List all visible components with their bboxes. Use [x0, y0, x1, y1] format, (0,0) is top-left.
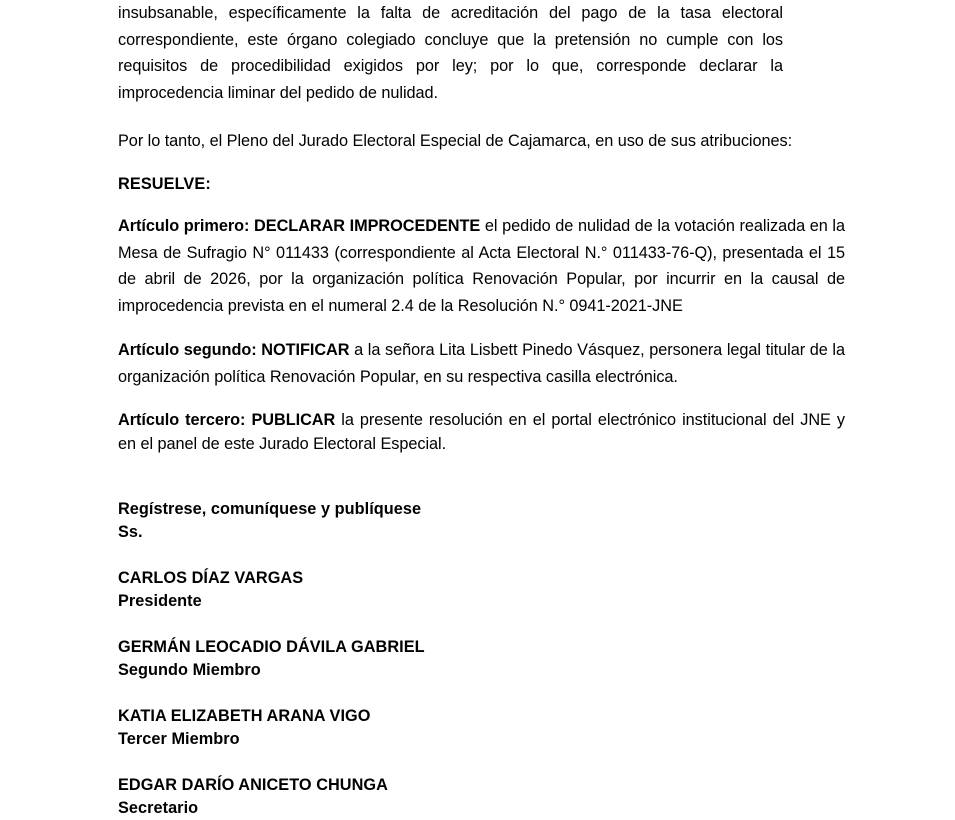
closing-ss: Ss. [118, 523, 143, 541]
closing-formula-block [118, 498, 845, 544]
spacer [118, 751, 845, 774]
articulo-segundo [118, 337, 845, 390]
signatory-4 [118, 774, 845, 820]
signatory-1 [118, 567, 845, 613]
signatory-4-name: EDGAR DARÍO ANICETO CHUNGA [118, 776, 388, 794]
paragraph-continued-line-1: insubsanable, específicamente la falta de acreditación del pago de la tasa electoral [118, 4, 783, 22]
paragraph-continued-line-2: correspondiente, este órgano colegiado concluye que la pretensión no cumple con los [118, 30, 783, 49]
signatory-3-role: Tercer Miembro [118, 730, 240, 748]
spacer [118, 613, 845, 636]
spacer [118, 319, 845, 337]
signatory-2-name: GERMÁN LEOCADIO DÁVILA GABRIEL [118, 638, 425, 656]
signatory-3 [118, 705, 845, 751]
resuelve-heading: RESUELVE: [118, 174, 211, 193]
spacer [118, 197, 845, 213]
spacer [118, 544, 845, 567]
signatory-2 [118, 636, 845, 682]
articulo-segundo-label: Artículo segundo: [118, 341, 257, 359]
spacer [118, 682, 845, 705]
articulo-segundo-body: a la señora Lita Lisbett Pinedo Vásquez, personera legal titular de la organización política Renovación Popular, en su respectiva casilla electrónica. [118, 341, 845, 386]
articulo-tercero [118, 408, 845, 456]
spacer [118, 478, 845, 498]
articulo-primero-action: DECLARAR IMPROCEDENTE [254, 217, 481, 235]
articulo-primero [118, 213, 845, 319]
signatory-3-name: KATIA ELIZABETH ARANA VIGO [118, 707, 371, 725]
closing-formula: Regístrese, comuníquese y publíquese [118, 500, 422, 518]
intro-paragraph: Por lo tanto, el Pleno del Jurado Electoral Especial de Cajamarca, en uso de sus atribuciones: [118, 132, 793, 150]
signatory-1-name: CARLOS DÍAZ VARGAS [118, 569, 304, 587]
articulo-tercero-action: PUBLICAR [251, 411, 336, 429]
paragraph-continued-line-3: requisitos de procedibilidad exigidos por ley; por lo que, corresponde declarar la [118, 57, 783, 75]
spacer [118, 456, 845, 478]
articulo-primero-body: el pedido de nulidad de la votación realizada en la Mesa de Sufragio N° 011433 (correspondiente al Acta Electoral N.° 011433-76-Q), presentada el 15 de abril de 2026, por la organización política Renovación Popular, por incurrir en la causal de improcedencia prevista en el numeral 2.4 de la Resolución N.° 0941-2021-JNE [118, 217, 845, 315]
signatory-4-role: Secretario [118, 799, 199, 817]
paragraph-continued-line-4: improcedencia liminar del pedido de nulidad. [118, 83, 439, 102]
spacer [118, 155, 845, 171]
signatory-2-role: Segundo Miembro [118, 661, 261, 679]
signatory-1-role: Presidente [118, 592, 202, 610]
spacer [118, 106, 845, 128]
paragraph-continued [118, 0, 783, 106]
articulo-tercero-body: la presente resolución en el portal electrónico institucional del JNE y en el panel de este Jurado Electoral Especial. [118, 411, 845, 453]
articulo-primero-label: Artículo primero: [118, 217, 250, 235]
articulo-tercero-label: Artículo tercero: [118, 411, 246, 429]
spacer [118, 390, 845, 408]
text-column [118, 0, 845, 820]
articulo-segundo-action: NOTIFICAR [261, 341, 350, 359]
